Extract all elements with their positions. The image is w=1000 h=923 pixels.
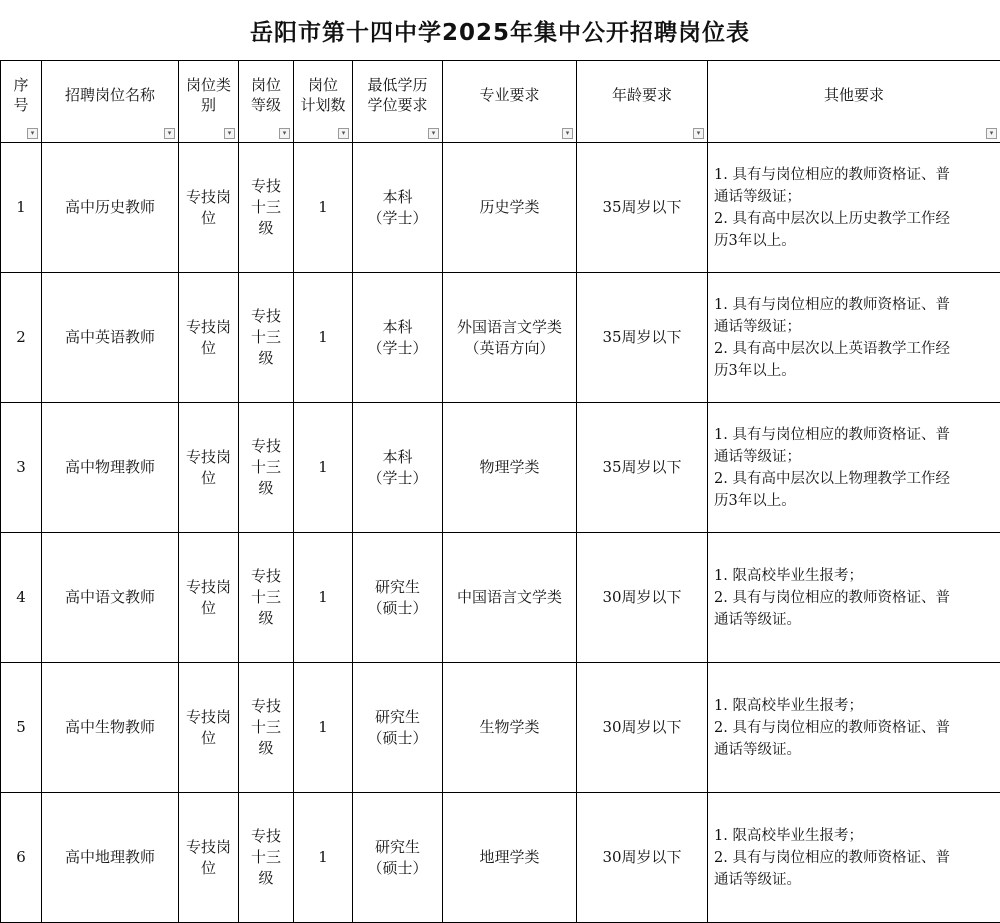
text-line: 1. 具有与岗位相应的教师资格证、普 [714, 294, 998, 316]
text-line: 等级 [239, 95, 293, 115]
text-line: 专技 [239, 566, 293, 587]
cell-other-requirements [708, 663, 1000, 793]
text-line: 研究生 [353, 577, 442, 598]
cell-position-level [239, 143, 294, 273]
text-line: 历史学类 [443, 197, 576, 218]
cell-no: 4 [1, 533, 42, 663]
cell-position-type [179, 663, 239, 793]
cell-age: 35周岁以下 [577, 403, 708, 533]
text-line: 通话等级证。 [714, 739, 998, 761]
header-row [1, 61, 1000, 143]
table-row [1, 663, 1000, 793]
text-line: 计划数 [294, 95, 352, 115]
filter-dropdown-icon[interactable]: ▾ [693, 128, 704, 139]
text-line: 十三 [239, 197, 293, 218]
cell-no: 3 [1, 403, 42, 533]
text-line: （硕士） [353, 598, 442, 619]
page-title: 岳阳市第十四中学2025年集中公开招聘岗位表 [0, 0, 1000, 61]
cell-position-type [179, 143, 239, 273]
text-line: 研究生 [353, 707, 442, 728]
cell-position-name: 高中物理教师 [42, 403, 179, 533]
text-line: 本科 [353, 447, 442, 468]
header-edu [353, 61, 443, 143]
text-line: 专技岗 [179, 707, 238, 728]
text-line: 2. 具有与岗位相应的教师资格证、普 [714, 587, 998, 609]
cell-position-type [179, 273, 239, 403]
cell-position-name: 高中地理教师 [42, 793, 179, 923]
text-line: 十三 [239, 587, 293, 608]
text-line: 2. 具有高中层次以上英语教学工作经 [714, 338, 998, 360]
cell-education [353, 663, 443, 793]
text-line: 级 [239, 348, 293, 369]
header-other [708, 61, 1000, 143]
text-line: 1. 具有与岗位相应的教师资格证、普 [714, 424, 998, 446]
text-line: 本科 [353, 187, 442, 208]
text-line: 专技 [239, 696, 293, 717]
text-line: 1. 具有与岗位相应的教师资格证、普 [714, 164, 998, 186]
cell-no: 5 [1, 663, 42, 793]
text-line: 位 [179, 598, 238, 619]
text-line: 专技 [239, 306, 293, 327]
text-line: 专技岗 [179, 837, 238, 858]
cell-education [353, 403, 443, 533]
text-line: 历3年以上。 [714, 360, 998, 382]
text-line: 通话等级证； [714, 316, 998, 338]
text-line: 通话等级证； [714, 446, 998, 468]
text-line: 级 [239, 218, 293, 239]
text-line: （硕士） [353, 728, 442, 749]
cell-education [353, 143, 443, 273]
cell-plan-count: 1 [294, 533, 353, 663]
cell-education [353, 533, 443, 663]
cell-major [443, 663, 577, 793]
filter-dropdown-icon[interactable]: ▾ [224, 128, 235, 139]
text-line: 级 [239, 478, 293, 499]
cell-position-type [179, 533, 239, 663]
text-line: 通话等级证。 [714, 869, 998, 891]
cell-position-name: 高中语文教师 [42, 533, 179, 663]
text-line: 专技 [239, 436, 293, 457]
text-line: 专技 [239, 176, 293, 197]
text-line: 专技岗 [179, 317, 238, 338]
filter-dropdown-icon[interactable]: ▾ [164, 128, 175, 139]
header-name [42, 61, 179, 143]
text-line: 十三 [239, 847, 293, 868]
text-line: 1. 限高校毕业生报考； [714, 825, 998, 847]
cell-plan-count: 1 [294, 663, 353, 793]
text-line: 2. 具有高中层次以上物理教学工作经 [714, 468, 998, 490]
text-line: 2. 具有与岗位相应的教师资格证、普 [714, 717, 998, 739]
filter-dropdown-icon[interactable]: ▾ [562, 128, 573, 139]
cell-no: 1 [1, 143, 42, 273]
filter-dropdown-icon[interactable]: ▾ [279, 128, 290, 139]
text-line: 通话等级证。 [714, 609, 998, 631]
cell-major [443, 533, 577, 663]
text-line: 招聘岗位名称 [42, 85, 178, 105]
header-type [179, 61, 239, 143]
text-line: 序 [1, 75, 41, 95]
filter-dropdown-icon[interactable]: ▾ [986, 128, 997, 139]
cell-plan-count: 1 [294, 273, 353, 403]
cell-no: 2 [1, 273, 42, 403]
text-line: 十三 [239, 327, 293, 348]
header-no [1, 61, 42, 143]
cell-other-requirements [708, 533, 1000, 663]
filter-dropdown-icon[interactable]: ▾ [27, 128, 38, 139]
text-line: 其他要求 [708, 85, 1000, 105]
header-level [239, 61, 294, 143]
text-line: （学士） [353, 468, 442, 489]
cell-position-level [239, 533, 294, 663]
text-line: 专业要求 [443, 85, 576, 105]
text-line: （硕士） [353, 858, 442, 879]
table-row [1, 273, 1000, 403]
cell-other-requirements [708, 143, 1000, 273]
table-row [1, 793, 1000, 923]
table-row [1, 533, 1000, 663]
cell-position-name: 高中生物教师 [42, 663, 179, 793]
cell-position-level [239, 273, 294, 403]
text-line: 号 [1, 95, 41, 115]
text-line: 1. 限高校毕业生报考； [714, 565, 998, 587]
text-line: 岗位 [294, 75, 352, 95]
text-line: 研究生 [353, 837, 442, 858]
cell-age: 35周岁以下 [577, 273, 708, 403]
cell-other-requirements [708, 793, 1000, 923]
positions-table [0, 60, 1000, 923]
cell-other-requirements [708, 273, 1000, 403]
cell-other-requirements [708, 403, 1000, 533]
text-line: 学位要求 [353, 95, 442, 115]
text-line: 历3年以上。 [714, 230, 998, 252]
cell-age: 30周岁以下 [577, 793, 708, 923]
cell-plan-count: 1 [294, 403, 353, 533]
cell-position-level [239, 793, 294, 923]
text-line: 本科 [353, 317, 442, 338]
text-line: 专技 [239, 826, 293, 847]
cell-position-type [179, 403, 239, 533]
text-line: 中国语言文学类 [443, 587, 576, 608]
text-line: 位 [179, 338, 238, 359]
text-line: （学士） [353, 208, 442, 229]
text-line: 位 [179, 468, 238, 489]
text-line: 位 [179, 858, 238, 879]
cell-position-level [239, 403, 294, 533]
cell-position-level [239, 663, 294, 793]
cell-education [353, 273, 443, 403]
cell-plan-count: 1 [294, 143, 353, 273]
text-line: 别 [179, 95, 238, 115]
table-row [1, 143, 1000, 273]
cell-major [443, 273, 577, 403]
text-line: 专技岗 [179, 577, 238, 598]
text-line: 历3年以上。 [714, 490, 998, 512]
text-line: 位 [179, 208, 238, 229]
table-row [1, 403, 1000, 533]
text-line: 位 [179, 728, 238, 749]
text-line: 物理学类 [443, 457, 576, 478]
text-line: 最低学历 [353, 75, 442, 95]
filter-dropdown-icon[interactable]: ▾ [338, 128, 349, 139]
text-line: 岗位 [239, 75, 293, 95]
text-line: 1. 限高校毕业生报考； [714, 695, 998, 717]
header-age [577, 61, 708, 143]
text-line: 岗位类 [179, 75, 238, 95]
cell-plan-count: 1 [294, 793, 353, 923]
cell-position-name: 高中历史教师 [42, 143, 179, 273]
text-line: 2. 具有与岗位相应的教师资格证、普 [714, 847, 998, 869]
text-line: 2. 具有高中层次以上历史教学工作经 [714, 208, 998, 230]
text-line: 年龄要求 [577, 85, 707, 105]
text-line: 外国语言文学类 [443, 317, 576, 338]
text-line: 专技岗 [179, 187, 238, 208]
cell-age: 30周岁以下 [577, 533, 708, 663]
cell-position-name: 高中英语教师 [42, 273, 179, 403]
text-line: 级 [239, 738, 293, 759]
cell-position-type [179, 793, 239, 923]
text-line: 十三 [239, 457, 293, 478]
cell-age: 30周岁以下 [577, 663, 708, 793]
cell-education [353, 793, 443, 923]
text-line: （学士） [353, 338, 442, 359]
cell-major [443, 793, 577, 923]
cell-major [443, 143, 577, 273]
text-line: 十三 [239, 717, 293, 738]
cell-major [443, 403, 577, 533]
text-line: 通话等级证； [714, 186, 998, 208]
filter-dropdown-icon[interactable]: ▾ [428, 128, 439, 139]
text-line: （英语方向） [443, 338, 576, 359]
header-major [443, 61, 577, 143]
text-line: 生物学类 [443, 717, 576, 738]
cell-no: 6 [1, 793, 42, 923]
text-line: 专技岗 [179, 447, 238, 468]
text-line: 级 [239, 868, 293, 889]
table-body [1, 143, 1000, 923]
text-line: 级 [239, 608, 293, 629]
header-count [294, 61, 353, 143]
text-line: 地理学类 [443, 847, 576, 868]
cell-age: 35周岁以下 [577, 143, 708, 273]
